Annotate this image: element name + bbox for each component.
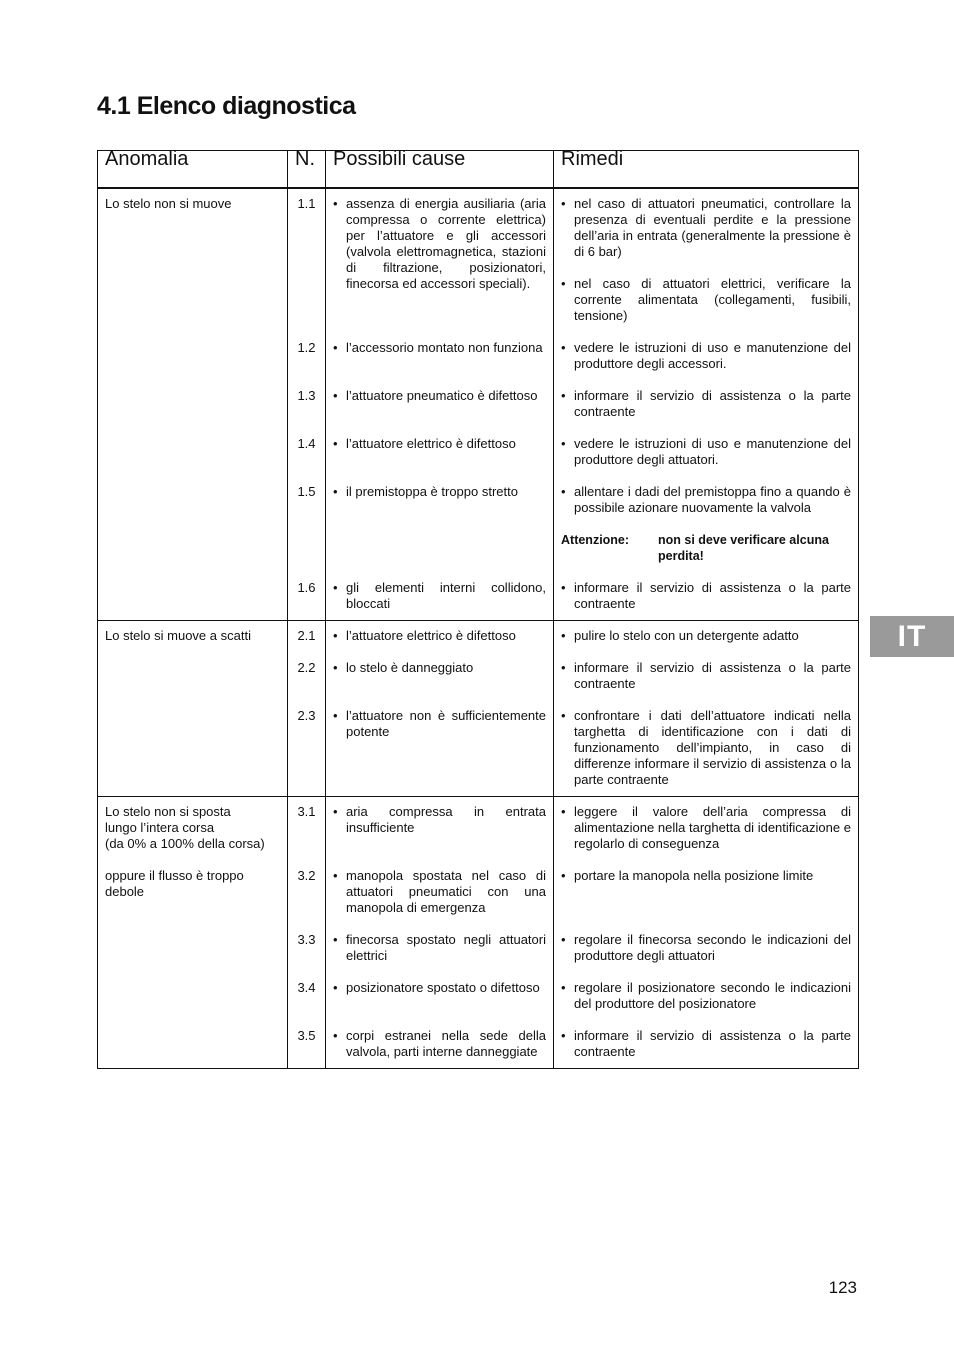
remedy-text xyxy=(574,340,851,372)
remedy-line: produttore degli accessori. xyxy=(574,356,727,371)
cause-block xyxy=(333,628,546,660)
bullet-icon: • xyxy=(333,660,338,675)
bullet-icon: • xyxy=(561,580,566,595)
cause-item xyxy=(333,580,546,612)
remedy-block xyxy=(561,1028,851,1060)
remedy-block xyxy=(561,660,851,708)
bullet-icon: • xyxy=(561,660,566,675)
cause-line: corpi estranei nella sede della xyxy=(346,1028,546,1043)
cause-line: manopola spostata nel caso di xyxy=(346,868,546,883)
cause-line: l’accessorio montato non funziona xyxy=(346,340,543,355)
number-block xyxy=(295,868,318,932)
cause-line: l’attuatore non è sufficientemente xyxy=(346,708,546,723)
remedy-line: di 6 bar) xyxy=(574,244,622,259)
attention-note xyxy=(561,532,851,564)
item-number: 3.5 xyxy=(297,1028,316,1043)
cause-line: elettrici xyxy=(346,948,388,963)
remedy-item xyxy=(561,868,851,884)
remedy-line: tensione) xyxy=(574,308,628,323)
remedy-text xyxy=(574,484,851,516)
bullet-icon: • xyxy=(333,196,338,211)
cause-line: manopola di emergenza xyxy=(346,900,486,915)
bullet-icon: • xyxy=(561,932,566,947)
cause-text xyxy=(346,580,546,612)
anomaly-line: (da 0% a 100% della corsa) xyxy=(105,836,265,851)
remedy-text xyxy=(574,580,851,612)
remedy-block xyxy=(561,980,851,1028)
remedy-text xyxy=(574,1028,851,1060)
number-block xyxy=(295,196,318,340)
remedy-line: produttore degli attuatori. xyxy=(574,452,719,467)
table-row xyxy=(98,621,859,797)
attention-line: perdita! xyxy=(658,549,704,563)
cause-line: compressa o corrente elettrica) xyxy=(346,212,546,227)
cause-line: assenza di energia ausiliaria (aria xyxy=(346,196,546,211)
remedy-line: nella targhetta di identificazione con i dati xyxy=(574,708,851,739)
remedy-line: contraente xyxy=(574,676,636,691)
item-number: 3.3 xyxy=(297,932,316,947)
bullet-icon: • xyxy=(333,980,338,995)
remedy-item xyxy=(561,436,851,468)
cause-cell xyxy=(326,188,554,621)
bullet-icon: • xyxy=(561,1028,566,1043)
remedy-block xyxy=(561,628,851,660)
header-anomaly: Anomalia xyxy=(98,151,288,189)
cause-line: bloccati xyxy=(346,596,391,611)
remedy-item xyxy=(561,932,851,964)
bullet-icon: • xyxy=(561,340,566,355)
bullet-icon: • xyxy=(561,980,566,995)
remedy-line: regolare il finecorsa secondo le indicazioni del xyxy=(574,932,851,947)
remedy-line: presenza di eventuali perdite e la pressione xyxy=(574,212,851,227)
cause-item xyxy=(333,980,546,996)
bullet-icon: • xyxy=(333,868,338,883)
number-cell xyxy=(288,621,326,797)
cause-text xyxy=(346,436,546,452)
remedy-block xyxy=(561,932,851,980)
remedy-line: contraente xyxy=(574,404,636,419)
number-cell xyxy=(288,188,326,621)
remedy-text xyxy=(574,980,851,1012)
remedy-item xyxy=(561,708,851,788)
bullet-icon: • xyxy=(333,932,338,947)
anomaly-cell xyxy=(98,621,288,797)
cause-line: aria compressa in entrata xyxy=(346,804,546,819)
cause-line: l’attuatore elettrico è difettoso xyxy=(346,436,516,451)
bullet-icon: • xyxy=(333,436,338,451)
remedy-item xyxy=(561,660,851,692)
remedy-block xyxy=(561,580,851,612)
cause-text xyxy=(346,388,546,404)
bullet-icon: • xyxy=(561,196,566,211)
diagnostic-table xyxy=(97,150,859,1069)
number-block xyxy=(295,708,318,788)
number-block xyxy=(295,436,318,484)
number-block xyxy=(295,804,318,868)
number-block xyxy=(295,660,318,708)
cause-text xyxy=(346,628,546,644)
cause-line: finecorsa spostato negli attuatori xyxy=(346,932,546,947)
cause-block xyxy=(333,484,546,580)
attention-line: non si deve verificare alcuna xyxy=(658,533,829,547)
remedy-line: nel caso di attuatori elettrici, verificare la xyxy=(574,276,851,291)
bullet-icon: • xyxy=(333,628,338,643)
remedy-block xyxy=(561,708,851,788)
bullet-icon: • xyxy=(561,276,566,291)
bullet-icon: • xyxy=(561,484,566,499)
remedy-line: alimentazione nella targhetta di identificazione xyxy=(574,820,841,835)
bullet-icon: • xyxy=(333,484,338,499)
cause-block xyxy=(333,436,546,484)
bullet-icon: • xyxy=(561,388,566,403)
cause-line: il premistoppa è troppo stretto xyxy=(346,484,518,499)
cause-text xyxy=(346,804,546,836)
item-number: 2.1 xyxy=(297,628,316,643)
remedy-line: contraente xyxy=(574,596,636,611)
bullet-icon: • xyxy=(333,580,338,595)
bullet-icon: • xyxy=(561,628,566,643)
number-block xyxy=(295,628,318,660)
cause-line: lo stelo è danneggiato xyxy=(346,660,474,675)
remedy-text xyxy=(574,708,851,788)
remedy-line: regolare il posizionatore secondo le indicazioni xyxy=(574,980,851,995)
remedy-line: allentare i dadi del premistoppa fino a quando è xyxy=(574,484,851,499)
header-causes: Possibili cause xyxy=(326,151,554,189)
remedy-line: di funzionamento dell’impianto, in caso di xyxy=(574,724,851,755)
bullet-icon: • xyxy=(333,1028,338,1043)
number-block xyxy=(295,932,318,980)
remedy-line: possibile azionare nuovamente la valvola xyxy=(574,500,812,515)
remedy-item xyxy=(561,276,851,324)
remedy-block xyxy=(561,340,851,388)
remedy-line: pulire lo stelo con un detergente adatto xyxy=(574,628,799,643)
item-number: 1.5 xyxy=(297,484,316,499)
cause-block xyxy=(333,388,546,436)
cause-cell xyxy=(326,621,554,797)
item-number: 1.2 xyxy=(297,340,316,355)
attention-text xyxy=(658,532,851,564)
item-number: 1.4 xyxy=(297,436,316,451)
remedy-cell xyxy=(554,188,859,621)
cause-block xyxy=(333,1028,546,1060)
remedy-line: nel caso di attuatori pneumatici, controllare la xyxy=(574,196,851,211)
number-block xyxy=(295,1028,318,1060)
remedy-item xyxy=(561,580,851,612)
remedy-item xyxy=(561,484,851,516)
cause-item xyxy=(333,196,546,292)
remedy-line: e regolarlo di conseguenza xyxy=(574,820,851,851)
cause-item xyxy=(333,708,546,740)
remedy-item xyxy=(561,340,851,372)
anomaly-cell xyxy=(98,797,288,1069)
remedy-line: vedere le istruzioni di uso e manutenzione del xyxy=(574,340,851,355)
cause-item xyxy=(333,436,546,452)
cause-line: potente xyxy=(346,724,390,739)
remedy-block xyxy=(561,388,851,436)
remedy-text xyxy=(574,868,851,884)
cause-item xyxy=(333,340,546,356)
remedy-line: informare il servizio di assistenza o la parte xyxy=(574,660,851,675)
remedy-text xyxy=(574,932,851,964)
cause-text xyxy=(346,196,546,292)
anomaly-line: Lo stelo si muove a scatti xyxy=(105,628,251,643)
remedy-block xyxy=(561,484,851,580)
bullet-icon: • xyxy=(561,804,566,819)
remedy-cell xyxy=(554,797,859,1069)
remedy-line: leggere il valore dell’aria compressa di xyxy=(574,804,851,819)
cause-text xyxy=(346,340,546,356)
remedy-block xyxy=(561,804,851,868)
cause-item xyxy=(333,804,546,836)
table-row xyxy=(98,797,859,1069)
remedy-text xyxy=(574,196,851,260)
header-number: N. xyxy=(288,151,326,189)
cause-text xyxy=(346,484,546,500)
cause-text xyxy=(346,932,546,964)
bullet-icon: • xyxy=(333,804,338,819)
cause-line: (valvola elettromagnetica, stazioni xyxy=(346,244,546,259)
cause-cell xyxy=(326,797,554,1069)
cause-item xyxy=(333,932,546,964)
item-number: 3.1 xyxy=(297,804,316,819)
page-number: 123 xyxy=(828,1278,857,1297)
remedy-item xyxy=(561,196,851,260)
item-number: 1.1 xyxy=(297,196,316,211)
bullet-icon: • xyxy=(333,388,338,403)
cause-item xyxy=(333,1028,546,1060)
cause-block xyxy=(333,660,546,708)
bullet-icon: • xyxy=(561,436,566,451)
cause-text xyxy=(346,708,546,740)
number-block xyxy=(295,980,318,1028)
cause-item xyxy=(333,868,546,916)
cause-block xyxy=(333,932,546,980)
remedy-cell xyxy=(554,621,859,797)
cause-line: insufficiente xyxy=(346,820,415,835)
remedy-line: del produttore del posizionatore xyxy=(574,996,757,1011)
remedy-line: parte contraente xyxy=(574,772,669,787)
attention-label: Attenzione: xyxy=(561,533,630,547)
cause-line: posizionatore spostato o difettoso xyxy=(346,980,540,995)
number-block xyxy=(295,484,318,580)
anomaly-cell xyxy=(98,188,288,621)
cause-block xyxy=(333,340,546,388)
item-number: 1.3 xyxy=(297,388,316,403)
remedy-block xyxy=(561,868,851,932)
cause-item xyxy=(333,388,546,404)
cause-block xyxy=(333,804,546,868)
number-block xyxy=(295,388,318,436)
item-number: 3.2 xyxy=(297,868,316,883)
cause-item xyxy=(333,660,546,676)
table-row xyxy=(98,188,859,621)
remedy-line: differenze informare il servizio di assistenza o la xyxy=(574,756,851,771)
remedy-item xyxy=(561,980,851,1012)
remedy-line: portare la manopola nella posizione limite xyxy=(574,868,814,883)
remedy-text xyxy=(574,628,851,644)
cause-line: per l’attuatore e gli accessori xyxy=(346,228,546,243)
cause-block xyxy=(333,580,546,612)
remedy-item xyxy=(561,804,851,852)
cause-item xyxy=(333,628,546,644)
page-title: 4.1 Elenco diagnostica xyxy=(97,92,356,120)
remedy-text xyxy=(574,660,851,692)
remedy-text xyxy=(574,388,851,420)
cause-block xyxy=(333,708,546,788)
remedy-item xyxy=(561,388,851,420)
bullet-icon: • xyxy=(561,868,566,883)
cause-text xyxy=(346,980,546,996)
bullet-icon: • xyxy=(333,708,338,723)
cause-block xyxy=(333,196,546,340)
remedy-line: contraente xyxy=(574,1044,636,1059)
anomaly-line: debole xyxy=(105,884,145,899)
remedy-line: confrontare i dati dell’attuatore indicati xyxy=(574,708,815,723)
anomaly-line: Lo stelo non si muove xyxy=(105,196,232,211)
anomaly-line: lungo l’intera corsa xyxy=(105,820,215,835)
remedy-line: informare il servizio di assistenza o la parte xyxy=(574,580,851,595)
cause-text xyxy=(346,868,546,916)
number-block xyxy=(295,340,318,388)
remedy-block xyxy=(561,196,851,340)
cause-line: gli elementi interni collidono, xyxy=(346,580,546,595)
cause-item xyxy=(333,484,546,500)
cause-line: l’attuatore elettrico è difettoso xyxy=(346,628,516,643)
cause-text xyxy=(346,660,546,676)
item-number: 1.6 xyxy=(297,580,316,595)
bullet-icon: • xyxy=(561,708,566,723)
cause-block xyxy=(333,980,546,1028)
cause-line: attuatori pneumatici con una xyxy=(346,884,546,899)
diagnostic-table-body xyxy=(98,188,859,1069)
number-cell xyxy=(288,797,326,1069)
remedy-item xyxy=(561,1028,851,1060)
remedy-line: vedere le istruzioni di uso e manutenzione del xyxy=(574,436,851,451)
cause-line: finecorsa ed accessori speciali). xyxy=(346,276,531,291)
cause-line: l’attuatore pneumatico è difettoso xyxy=(346,388,538,403)
cause-line: di filtrazione, posizionatori, xyxy=(346,260,546,275)
anomaly-line: oppure il flusso è troppo xyxy=(105,868,244,883)
remedy-line: informare il servizio di assistenza o la parte xyxy=(574,388,851,403)
cause-line: valvola, parti interne danneggiate xyxy=(346,1044,538,1059)
remedy-item xyxy=(561,628,851,644)
cause-text xyxy=(346,1028,546,1060)
remedy-text xyxy=(574,804,851,852)
language-tab: IT xyxy=(870,616,954,657)
cause-block xyxy=(333,868,546,932)
remedy-line: dell’aria in entrata (generalmente la pressione è xyxy=(574,228,851,243)
remedy-line: produttore degli attuatori xyxy=(574,948,715,963)
remedy-line: corrente alimentata (collegamenti, fusibili, xyxy=(574,292,851,307)
remedy-text xyxy=(574,436,851,468)
header-remedies: Rimedi xyxy=(554,151,859,189)
bullet-icon: • xyxy=(333,340,338,355)
item-number: 2.2 xyxy=(297,660,316,675)
anomaly-line: Lo stelo non si sposta xyxy=(105,804,231,819)
remedy-block xyxy=(561,436,851,484)
table-header-row xyxy=(98,151,859,189)
remedy-text xyxy=(574,276,851,324)
item-number: 2.3 xyxy=(297,708,316,723)
anomaly-line xyxy=(105,852,280,868)
remedy-line: informare il servizio di assistenza o la parte xyxy=(574,1028,851,1043)
number-block xyxy=(295,580,318,612)
item-number: 3.4 xyxy=(297,980,316,995)
